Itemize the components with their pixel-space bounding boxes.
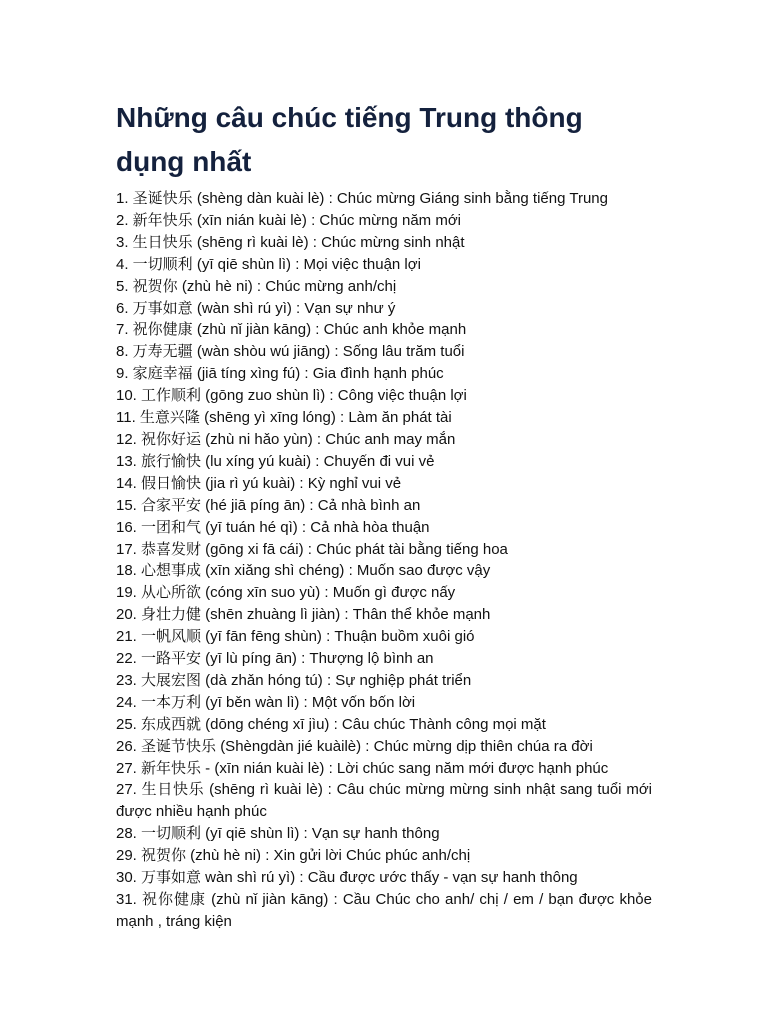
list-item: 12. 祝你好运 (zhù ni hǎo yùn) : Chúc anh may mắn [116, 430, 456, 448]
list-item: 10. 工作顺利 (gōng zuo shùn lì) : Công việc thuận lợi [116, 387, 467, 405]
list-item: 21. 一帆风顺 (yī fān fēng shùn) : Thuận buồm xuôi gió [116, 628, 475, 646]
list-item: 13. 旅行愉快 (lu xíng yú kuài) : Chuyến đi vui vẻ [116, 452, 435, 470]
list-item: 27. 新年快乐 - (xīn nián kuài lè) : Lời chúc sang năm mới được hạnh phúc [116, 759, 609, 777]
list-item: 27. 生日快乐 (shēng rì kuài lè) : Câu chúc mừng mừng sinh nhật sang tuổi mới được nhiều hạnh phúc [116, 781, 652, 821]
list-item: 18. 心想事成 (xīn xiǎng shì chéng) : Muốn sao được vậy [116, 562, 491, 580]
list-item: 15. 合家平安 (hé jiā píng ān) : Cả nhà bình an [116, 496, 421, 514]
list-item: 25. 东成西就 (dōng chéng xī jìu) : Câu chúc Thành công mọi mặt [116, 715, 546, 733]
list-item: 2. 新年快乐 (xīn nián kuài lè) : Chúc mừng năm mới [116, 211, 461, 229]
list-item: 11. 生意兴隆 (shēng yì xīng lóng) : Làm ăn phát tài [116, 409, 452, 427]
list-item: 8. 万寿无疆 (wàn shòu wú jiāng) : Sống lâu trăm tuổi [116, 343, 465, 361]
list-item: 4. 一切顺利 (yī qiē shùn lì) : Mọi việc thuận lợi [116, 255, 421, 273]
list-item: 30. 万事如意 wàn shì rú yì) : Cầu được ước thấy - vạn sự hanh thông [116, 869, 578, 887]
page-title: Những câu chúc tiếng Trung thông dụng nhất [116, 102, 583, 177]
list-item: 28. 一切顺利 (yī qiē shùn lì) : Vạn sự hanh thông [116, 825, 440, 843]
list-item: 7. 祝你健康 (zhù nǐ jiàn kāng) : Chúc anh khỏe mạnh [116, 321, 467, 339]
list-item: 23. 大展宏图 (dà zhǎn hóng tú) : Sự nghiệp phát triển [116, 671, 472, 689]
greeting-list [116, 188, 652, 933]
list-item: 22. 一路平安 (yī lù píng ān) : Thượng lộ bình an [116, 650, 434, 668]
list-item: 14. 假日愉快 (jia rì yú kuài) : Kỳ nghỉ vui vẻ [116, 474, 402, 492]
list-item: 1. 圣诞快乐 (shèng dàn kuài lè) : Chúc mừng Giáng sinh bằng tiếng Trung [116, 190, 608, 207]
list-item: 5. 祝贺你 (zhù hè ni) : Chúc mừng anh/chị [116, 277, 397, 295]
list-item: 3. 生日快乐 (shēng rì kuài lè) : Chúc mừng sinh nhật [116, 233, 465, 251]
list-item: 31. 祝你健康 (zhù nǐ jiàn kāng) : Cầu Chúc cho anh/ chị / em / bạn được khỏe mạnh , tráng kiện [116, 891, 652, 930]
list-item: 17. 恭喜发财 (gōng xi fā cái) : Chúc phát tài bằng tiếng hoa [116, 540, 508, 558]
list-item: 6. 万事如意 (wàn shì rú yì) : Vạn sự như ý [116, 299, 396, 317]
list-item: 29. 祝贺你 (zhù hè ni) : Xin gửi lời Chúc phúc anh/chị [116, 847, 471, 865]
list-item: 9. 家庭幸福 (jiā tíng xìng fú) : Gia đình hạnh phúc [116, 365, 444, 383]
list-item: 19. 从心所欲 (cóng xīn suo yù) : Muốn gì được nấy [116, 584, 456, 602]
list-item: 20. 身壮力健 (shēn zhuàng lì jiàn) : Thân thể khỏe mạnh [116, 606, 491, 624]
list-item: 26. 圣诞节快乐 (Shèngdàn jié kuàilè) : Chúc mừng dịp thiên chúa ra đời [116, 737, 593, 755]
list-item: 16. 一团和气 (yī tuán hé qì) : Cả nhà hòa thuận [116, 518, 430, 536]
list-item: 24. 一本万利 (yī běn wàn lì) : Một vốn bốn lời [116, 693, 416, 711]
